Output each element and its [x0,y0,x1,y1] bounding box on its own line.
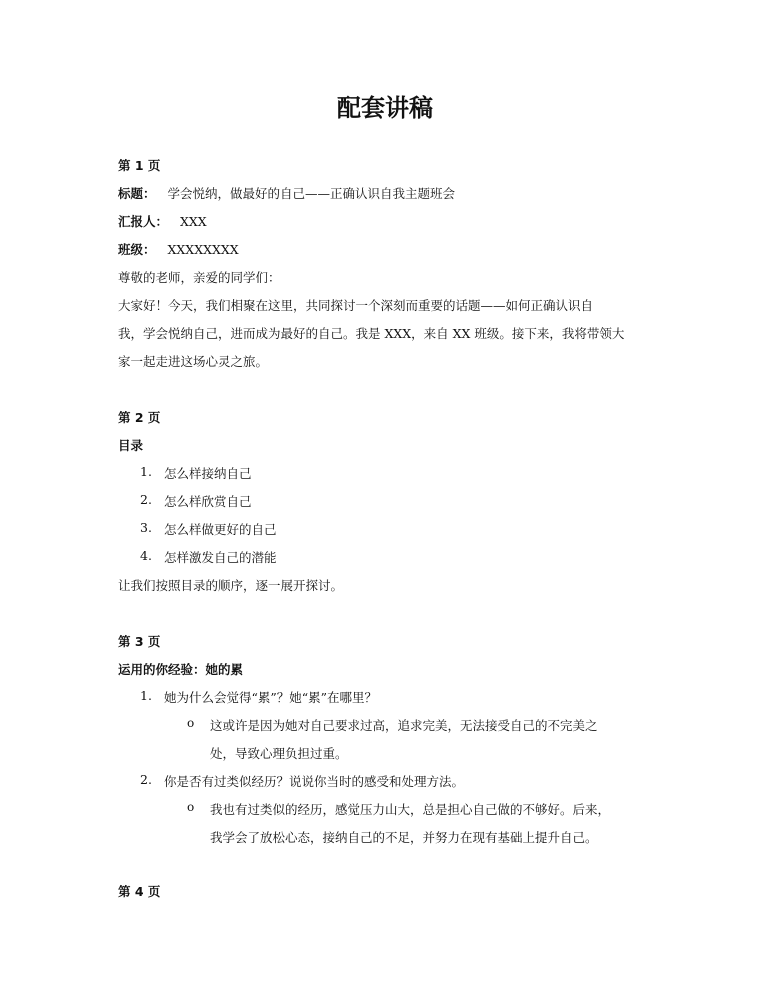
class-label: 班级： [118,242,156,257]
reporter-value: XXX [180,214,207,229]
page-1-heading: 第 1 页 [118,158,161,173]
toc-heading: 目录 [118,438,144,453]
answer-line: 我学会了放松心态，接纳自己的不足，并努力在现有基础上提升自己。 [210,830,598,845]
class-value: XXXXXXXX [167,242,239,257]
page-4-heading: 第 4 页 [118,884,161,899]
section-subheading: 运用的你经验：她的累 [118,662,244,677]
toc-number: 3. [140,520,152,535]
bullet-marker: o [187,716,195,730]
toc-number: 4. [140,548,152,563]
bullet-marker: o [187,800,195,814]
answer-line: 我也有过类似的经历，感觉压力山大，总是担心自己做的不够好。后来， [210,802,611,817]
answer-line: 处，导致心理负担过重。 [210,746,348,761]
toc-closing: 让我们按照目录的顺序，逐一展开探讨。 [118,578,344,593]
intro-line-1: 大家好！今天，我们相聚在这里，共同探讨一个深刻而重要的话题——如何正确认识自 [118,298,594,313]
title-line [118,184,455,202]
page-2-heading: 第 2 页 [118,410,161,425]
class-line [118,240,239,258]
greeting: 尊敬的老师，亲爱的同学们： [118,270,281,285]
reporter-line [118,212,207,230]
reporter-label: 汇报人： [118,214,169,229]
toc-item: 怎样激发自己的潜能 [164,550,277,565]
answer-line: 这或许是因为她对自己要求过高，追求完美，无法接受自己的不完美之 [210,718,598,733]
intro-line-3: 家一起走进这场心灵之旅。 [118,354,269,369]
question-text: 她为什么会觉得“累”？她“累”在哪里？ [164,690,378,705]
title-value: 学会悦纳，做最好的自己——正确认识自我主题班会 [167,186,456,201]
document-title: 配套讲稿 [337,94,433,122]
page-3-heading: 第 3 页 [118,634,161,649]
toc-number: 1. [140,464,152,479]
toc-number: 2. [140,492,152,507]
title-label: 标题： [118,186,156,201]
toc-item: 怎么样接纳自己 [164,466,252,481]
question-text: 你是否有过类似经历？说说你当时的感受和处理方法。 [164,774,465,789]
intro-line-2: 我，学会悦纳自己，进而成为最好的自己。我是 XXX，来自 XX 班级。接下来，我将带领大 [118,326,625,341]
toc-item: 怎么样做更好的自己 [164,522,277,537]
question-number: 2. [140,772,152,787]
question-number: 1. [140,688,152,703]
toc-item: 怎么样欣赏自己 [164,494,252,509]
